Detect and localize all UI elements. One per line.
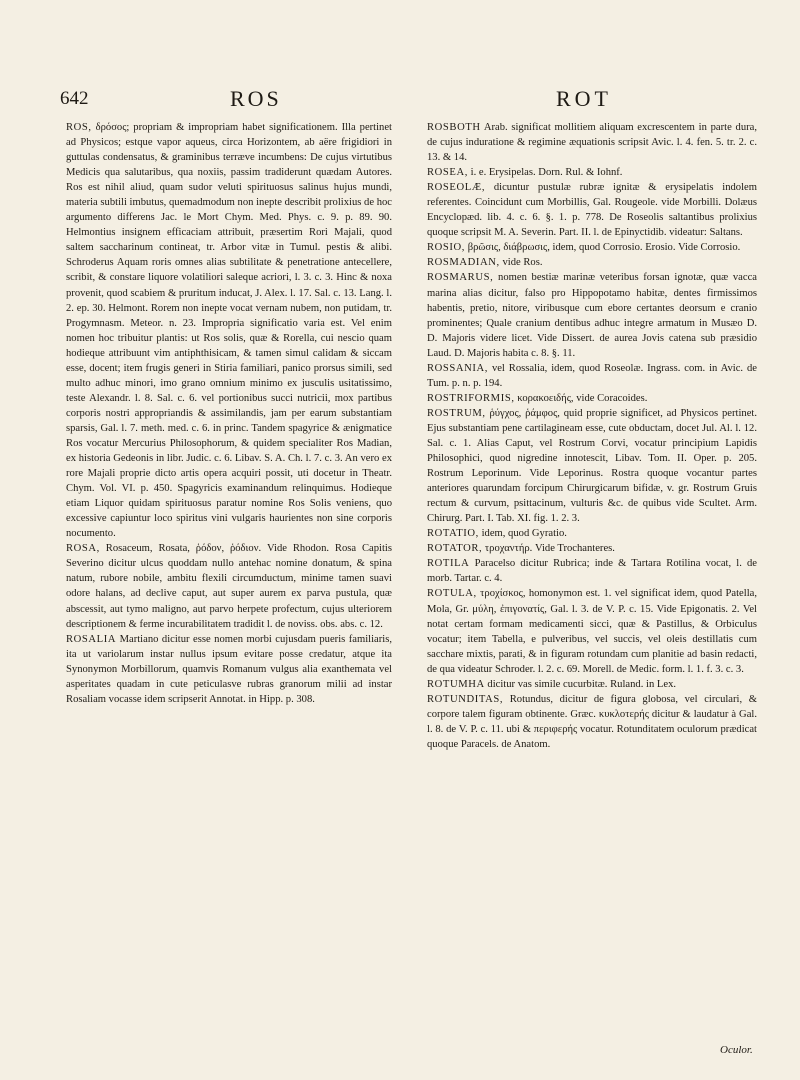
- entry-text: Rosaceum, Rosata, ῥόδον, ῥόδιον. Vide Rhodon. Rosa Capitis Severino dicitur ulcus quoddam nullo antehac nomine donatum, & spina natum, rubore nobile, ambitu flexili circumductum, minime tamen suavi odore halans, ad declive caput, aut super aurem ex parva pustula, quæ abscessit, aut tymo maligno, aut parvo herpete profectum, cujus ulteriorem descriptionem & ferme incurabilitatem tradidit l. de noviss. obs. abs. c. 12.: [66, 543, 392, 630]
- entry-term: ROTILA: [427, 558, 470, 570]
- entry-rosalia: [66, 632, 392, 707]
- entry-term: ROSTRUM,: [427, 407, 486, 419]
- entry-term: ROTUNDITAS,: [427, 693, 504, 705]
- entry-text: Martiano dicitur esse nomen morbi cujusdam pueris familiaris, ita ut variolarum instar nullus ipsum evitare posse credatur, atque ita Synonymon Morbillorum, quamvis Romanum vulgus alia exanthemata vel asperitates quadam in cute peticulasve rubras granorum milii ad instar Rosaliam vocasse idem scripserit Annotat. in Hipp. p. 308.: [66, 633, 392, 705]
- running-header: [0, 84, 800, 118]
- entry-term: ROTATOR,: [427, 543, 483, 555]
- entry-text: βρῶσις, διάβρωσις, idem, quod Corrosio. Erosio. Vide Corrosio.: [467, 242, 741, 254]
- entry-term: ROTULA,: [427, 588, 477, 600]
- entry-term: ROSEA,: [427, 167, 468, 179]
- entry-term: ROSBOTH: [427, 122, 481, 133]
- entry-rosmadian: [427, 255, 757, 270]
- entry-text: vel Rossalia, idem, quod Roseolæ. Ingrass. com. in Avic. de Tum. p. n. p. 194.: [427, 362, 757, 389]
- page-number: 642: [60, 88, 89, 109]
- entry-term: ROTATIO,: [427, 528, 479, 540]
- entry-text: Paracelso dicitur Rubrica; inde & Tartara Rotilina vocat, l. de morb. Tartar. c. 4.: [427, 558, 757, 585]
- entry-text: dicitur vas simile cucurbitæ. Ruland. in Lex.: [487, 678, 677, 690]
- entry-text: Rotundus, dicitur de figura globosa, vel circulari, & corpore talem figuram obtinente. Græc. κυκλοτερής dicitur & laudatur à Gal. l. 8. de V. P. c. 11. ubi & περιφερής vocatur. Rotunditatem oculorum prædicat quoque Paracels. de Anatom.: [427, 693, 757, 750]
- entry-term: ROSMARUS,: [427, 272, 494, 284]
- entry-rostriformis: [427, 391, 757, 406]
- entry-text: τροχίσκος, homonymon est. 1. vel significat idem, quod Patella, Mola, Gr. μύλη, ἐπιγονατίς, Gal. l. 3. de V. P. c. 15. Vide Epigonatis. 2. Vel notat certam formam medicamenti sicci, quæ & Pastillus, & Orbiculus vocatur; item Tabella, e pulveribus, vel succis, vel oleis destillatis cum sacchare mixtis, parati, & in figuram rotundam cum planitie ad basin redacti, de qua videatur Schroder. l. 2. c. 69. Morell. de Medic. form. l. 1. f. 3. c. 3.: [427, 588, 757, 675]
- entry-text: τροχαντήρ. Vide Trochanteres.: [484, 543, 615, 555]
- entry-text: Arab. significat mollitiem aliquam excrescentem in parte dura, de cujus induratione & regimine æquationis scripsit Avic. l. 4. fen. 5. tr. 2. c. 13. & 14.: [427, 122, 757, 164]
- entry-term: ROSIO,: [427, 242, 466, 254]
- entry-rotatio: [427, 526, 757, 541]
- entry-term: ROSSANIA,: [427, 362, 489, 374]
- entry-term: ROSTRIFORMIS,: [427, 392, 515, 404]
- entry-rosio: [427, 240, 757, 255]
- entry-rosea: [427, 165, 757, 180]
- entry-text: nomen bestiæ marinæ veteribus forsan ignotæ, quæ vacca marina alias dicitur, falso pro Hippopotamo habitæ, dentes firmissimos habentis, pretio, nitore, viribusque cum ebore certantes deorsum e cranio prominentes; Quale cranium dentibus adhuc integre armatum in Musæo D. D. Majoris videre licet. Vide Dissert. de aurea Jovis catena sub præsidio Laud. D. Majoris habita c. 8. §. 11.: [427, 272, 757, 359]
- entry-ros: [66, 120, 392, 541]
- left-running-title: ROS: [230, 86, 282, 111]
- entry-rosmarus: [427, 270, 757, 360]
- entry-rotumha: [427, 677, 757, 692]
- entry-rossania: [427, 361, 757, 391]
- entry-text: ῥύγχος, ῥάμφος, quid proprie significet, ad Physicos pertinet. Ejus substantiam pene cartilagineam esse, cute obductam, docet Jul. Al. l. 12. Sal. c. 1. Alias Caput, vel Rostrum Corvi, vocatur principium Lapidis Philosophici, quod nigredine innotescit, Libav. Tom. II. Oper. p. 205. Rostrum Leporinum. Vide Leporinus. Rostra quoque vocantur partes anteriores quarundam forcipum Chirurgicarum bifidæ, v. gr. Rostrum Gruis rectum & curvum, psittacinum, vulturis &c. de quibus vide Scultet. Arm. Chirurg. Part. I. Tab. XI. fig. 1. 2. 3.: [427, 407, 757, 525]
- entry-rostrum: [427, 406, 757, 526]
- entry-term: ROS,: [66, 122, 92, 133]
- entry-term: ROSEOLÆ,: [427, 182, 486, 194]
- entry-text: κορακοειδής, vide Coracoides.: [517, 392, 648, 404]
- entry-rosboth: [427, 120, 757, 165]
- entry-text: vide Ros.: [502, 257, 543, 269]
- entry-term: ROSMADIAN,: [427, 257, 500, 269]
- left-column: [66, 120, 392, 707]
- entry-roseolae: [427, 180, 757, 240]
- entry-rotator: [427, 541, 757, 556]
- entry-rotunditas: [427, 692, 757, 752]
- right-running-title: ROT: [556, 86, 612, 111]
- entry-rotula: [427, 586, 757, 676]
- catchword: Oculor.: [720, 1044, 753, 1056]
- entry-text: idem, quod Gyratio.: [481, 528, 567, 540]
- entry-text: dicuntur pustulæ rubræ ignitæ & erysipelatis indolem referentes. Coincidunt cum Morbillis, Gal. Rougeole. vide Morbilli. Dolæus Encyclopæd. lib. 4. c. 6. §. 1. p. 778. De Roseolis saltantibus prolixius quoque scripsit M. A. Severin. Part. II. l. de Epinyctidib. videatur: Saltans.: [427, 182, 757, 239]
- right-column: [427, 120, 757, 752]
- entry-term: ROSALIA: [66, 633, 117, 645]
- entry-rotila: [427, 556, 757, 586]
- entry-term: ROTUMHA: [427, 678, 485, 690]
- entry-text: i. e. Erysipelas. Dorn. Rul. & Iohnf.: [470, 167, 623, 179]
- entry-term: ROSA,: [66, 543, 100, 555]
- entry-text: δρόσος; propriam & impropriam habet significationem. Illa pertinet ad Physicos; estque vapor aqueus, circa Horizontem, ab aëre frigidiori in guttulas condensatus, & graminibus terræve incumbens: De cujus virtutibus Medicis qua salutaribus, qua noxiis, passim tradiderunt quædam Autores. Ros est nihil aliud, quam sudor veluti spirituosus salinus hujus mundi, materia subtili imbutus, quemadmodum non inepte describit prolixius de hoc argumento differens Jac. le Mort Chym. Med. Phys. c. 9. p. 89. 90. Helmontius insignem efficaciam attribuit, præsertim Rori Majali, quod saltem saccharinum contineat, tr. Arbor vitæ in Tumul. pestis & alibi. Schroderus Aquam roris omnes alias subtilitate & penetratione antecellere, scribit, & constare liquore volatiliori saleque acriori, l. 3. c. 3. Hinc & noxa provenit, quod scabiem & pruritum inducat, J. Alex. l. 17. Sal. c. 13. Lang. l. 2. ep. 30. Helmont. Rorem non inepte vocat vernam nubem, non putidam, tr. Progymnasm. Meteor. n. 23. Impropria significatio varia est. Vel enim nomen hoc tribuitur plantis: ut Ros solis, quæ & Rorella, cui nescio quam hodieque attribuunt vim antiphthisicam, & tamen simul calidam & siccam esse, docent; item frugis generi in Stiria familiari, panico prorsus simili, sed multo adhuc minori, imo grano omnium minimo ex jusculis usitatissimo, teste Alexandr. l. 8. Sal. c. 6. vel portionibus succi nutricii, mox partibus corporis nostri appropriandis & assimilandis, jam per earum substantiam sparsis, Gal. l. 7. meth. med. c. 6. in princ. Tandem spagyrice & ænigmatice Ros vocatur Mercurius Philosophorum, & quidem specialiter Ros Madian, ex historia Gedeonis in libr. Judic. c. 6. Libav. S. A. Ch. l. 7. c. 3. An vero ex rore Majali proprie dicto artis opera acquiri possit, uti docetur in Theatr. Chym. Vol. VI. p. 450. Spagyricis examinandum relinquimus. Hodieque etiam Liquor quidam spirituosus paratur nomine Ros Solis veniens, quo excessive capiuntur loco spiritus vini vulgaris haurientes non sine corporis nocumento.: [66, 122, 392, 540]
- entry-rosa: [66, 541, 392, 631]
